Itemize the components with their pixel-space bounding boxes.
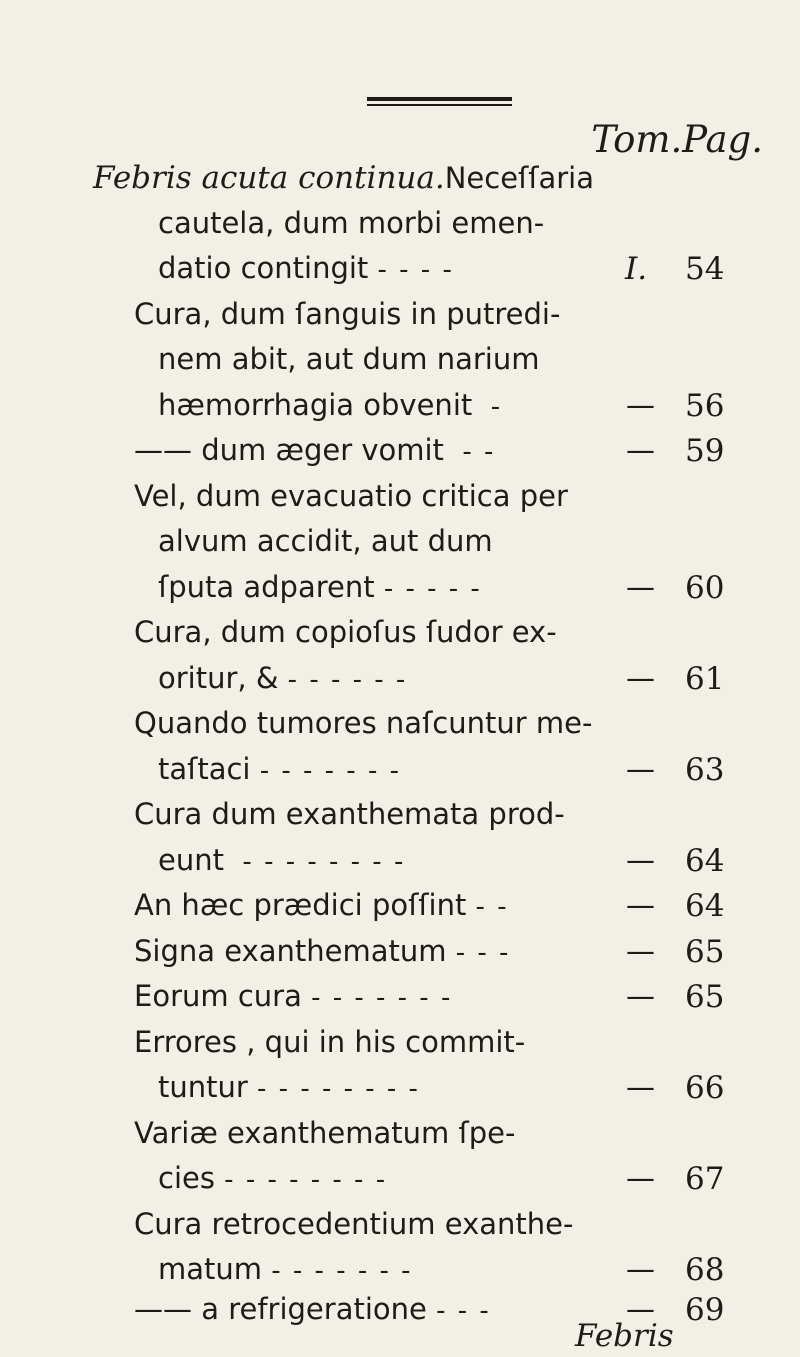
- page-number: 64: [685, 843, 725, 879]
- index-line: [134, 297, 560, 343]
- ditto-dash: —: [626, 661, 655, 695]
- ditto-dash: —: [626, 388, 655, 422]
- page-number: 69: [685, 1292, 725, 1328]
- index-line: [134, 1025, 525, 1071]
- ditto-dash: —: [626, 1252, 655, 1286]
- entry-text: An hæc prædici poſſint: [134, 888, 467, 922]
- entry-text: Cura retrocedentium exanthe-: [134, 1207, 574, 1241]
- dot-leader: - - - - - - - -: [257, 1074, 420, 1104]
- entry-text: tuntur: [158, 1070, 248, 1104]
- ditto-dash: —: [626, 1161, 655, 1195]
- ditto-dash: —: [626, 570, 655, 604]
- index-line: [158, 206, 544, 252]
- page-number: 63: [685, 752, 725, 788]
- index-line: [134, 1292, 800, 1338]
- page-number: 67: [685, 1161, 725, 1197]
- dot-leader: - - - - - - -: [271, 1256, 413, 1286]
- entry-text: —— dum æger vomit: [134, 433, 444, 467]
- dot-leader: - - - - - - -: [259, 756, 401, 786]
- entry-text: alvum accidit, aut dum: [158, 524, 493, 558]
- ditto-dash: —: [626, 843, 655, 877]
- index-line: [134, 706, 592, 752]
- ditto-dash: —: [626, 934, 655, 968]
- dot-leader: - - - - - - - -: [242, 847, 406, 877]
- entry-text: Quando tumores naſcuntur me-: [134, 706, 593, 740]
- index-line: [134, 615, 557, 661]
- ditto-dash: —: [626, 1292, 655, 1326]
- entry-text: taſtaci: [158, 752, 251, 786]
- page-number: 60: [685, 570, 725, 606]
- entry-text: Errores , qui in his commit-: [134, 1025, 526, 1059]
- index-line: [93, 160, 594, 206]
- page-number: 61: [685, 661, 725, 697]
- entry-text: cautela, dum morbi emen-: [158, 206, 545, 240]
- entry-text: Neceſſaria: [444, 161, 594, 195]
- entry-text: hæmorrhagia obvenit: [158, 388, 473, 422]
- index-line: [134, 979, 800, 1025]
- ditto-dash: —: [626, 979, 655, 1013]
- index-line: [158, 661, 800, 707]
- page-number: 56: [685, 388, 725, 424]
- index-line: [158, 1161, 800, 1207]
- entry-text: datio contingit: [158, 251, 369, 285]
- entry-text: Vel, dum evacuatio critica per: [134, 479, 568, 513]
- index-line: [134, 797, 565, 843]
- page-number: 66: [685, 1070, 725, 1106]
- dot-leader: - - -: [436, 1296, 491, 1326]
- index-line: [158, 1070, 800, 1116]
- index-line: [134, 479, 568, 525]
- dot-leader: - -: [475, 892, 509, 922]
- entry-text: Cura, dum ſanguis in putredi-: [134, 297, 561, 331]
- entry-text: matum: [158, 1252, 263, 1286]
- dot-leader: - - - -: [377, 255, 454, 285]
- entry-text: Cura, dum copioſus ſudor ex-: [134, 615, 557, 649]
- index-line: [134, 888, 800, 934]
- entry-text: oritur, &: [158, 661, 279, 695]
- index-line: [134, 934, 800, 980]
- dot-leader: - - - - -: [383, 574, 482, 604]
- entry-text: —— a refrigeratione: [134, 1292, 427, 1326]
- dot-leader: - - - - - -: [287, 665, 408, 695]
- ditto-dash: —: [626, 752, 655, 786]
- entry-text: nem abit, aut dum narium: [158, 342, 540, 376]
- page-number: 65: [685, 934, 725, 970]
- section-title: Febris acuta continua.: [93, 160, 445, 196]
- ditto-dash: —: [626, 888, 655, 922]
- dot-leader: -: [490, 392, 503, 422]
- index-line: [158, 570, 800, 616]
- index-line: [134, 433, 800, 479]
- dot-leader: - - - - - - -: [311, 983, 453, 1013]
- entry-text: Signa exanthematum: [134, 934, 447, 968]
- ditto-dash: —: [626, 1070, 655, 1104]
- page-number: 65: [685, 979, 725, 1015]
- column-heading: Tom.Pag.: [591, 118, 763, 161]
- dot-leader: - - -: [455, 938, 511, 968]
- dot-leader: - -: [462, 437, 496, 467]
- ditto-dash: —: [626, 433, 655, 467]
- page-number: 64: [685, 888, 725, 924]
- entry-text: cies: [158, 1161, 215, 1195]
- index-line: [134, 1116, 515, 1162]
- page-number: 59: [685, 433, 725, 469]
- catchword: Febris: [575, 1318, 674, 1354]
- index-line: [158, 342, 540, 388]
- volume-number: I.: [625, 251, 648, 287]
- entry-text: ſputa adparent: [158, 570, 375, 604]
- index-line: [158, 388, 800, 434]
- index-line: [134, 1207, 573, 1253]
- dot-leader: - - - - - - - -: [224, 1165, 388, 1195]
- index-line: [158, 251, 800, 297]
- entry-text: Cura dum exanthemata prod-: [134, 797, 565, 831]
- entry-text: Eorum cura: [134, 979, 302, 1013]
- page-number: 54: [685, 251, 725, 287]
- index-line: [158, 752, 800, 798]
- page-number: 68: [685, 1252, 725, 1288]
- index-line: [158, 843, 800, 889]
- entry-text: eunt: [158, 843, 224, 877]
- entry-text: Variæ exanthematum ſpe-: [134, 1116, 516, 1150]
- index-line: [158, 524, 493, 570]
